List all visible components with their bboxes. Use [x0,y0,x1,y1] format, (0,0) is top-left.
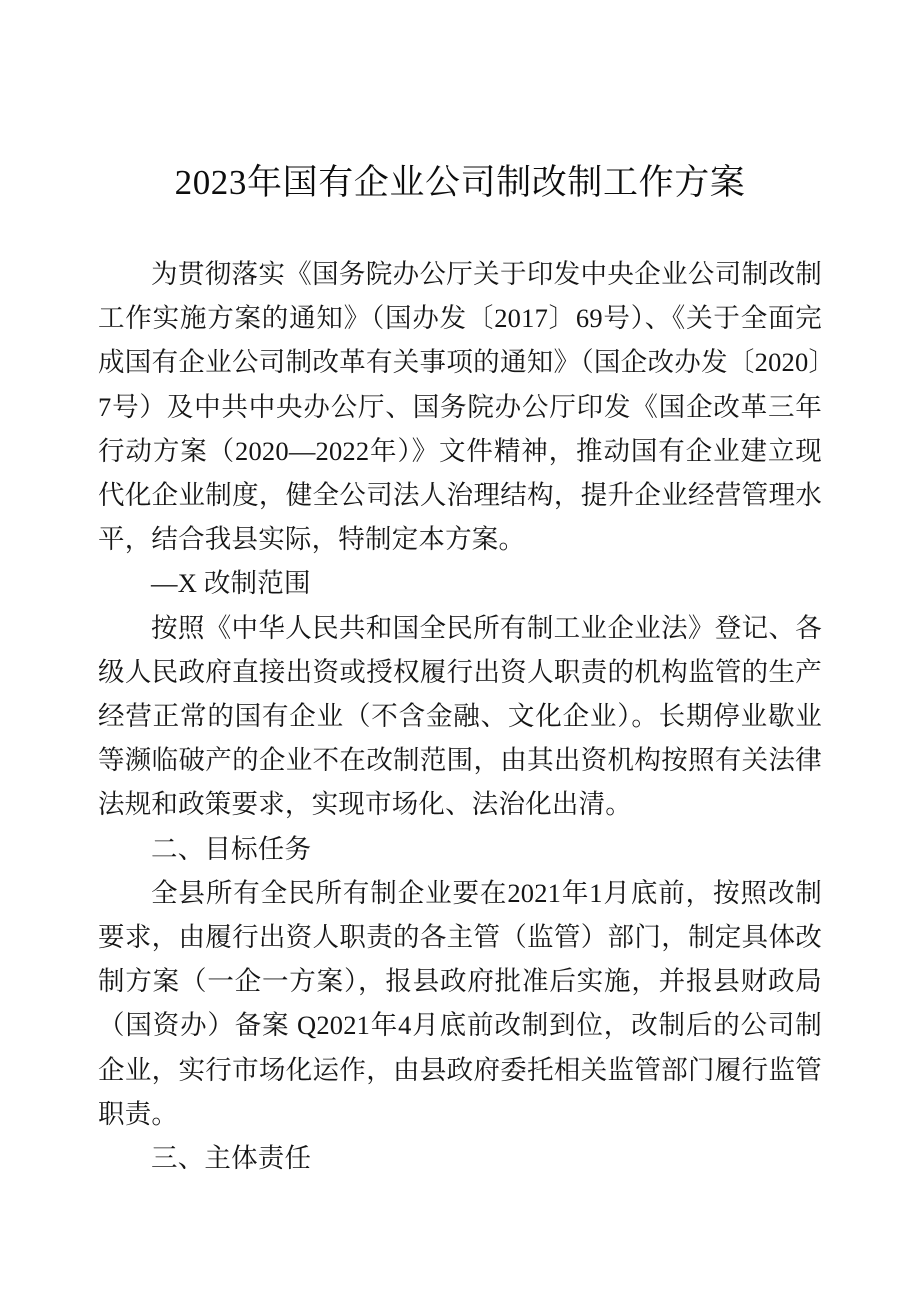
section-heading-2: 二、目标任务 [151,833,312,864]
page-title: 2023年国有企业公司制改制工作方案 [174,163,746,202]
section-heading-1: —X 改制范围 [151,568,311,599]
section-2-paragraph: 全县所有全民所有制企业要在2021年1月底前，按照改制要求，由履行出资人职责的各主管（监管）部门，制定具体改制方案（一企一方案），报县政府批准后实施，并报县财政局（国资办）备案 Q2021年4月底前改制到位，改制后的公司制企业，实行市场化运作，由县政府委托相关监管部门履行监管职责。 [98,877,822,1129]
intro-paragraph: 为贯彻落实《国务院办公厅关于印发中央企业公司制改制工作实施方案的通知》（国办发〔2017〕69号）、《关于全面完成国有企业公司制改革有关事项的通知》（国企改办发〔2020〕7号）及中共中央办公厅、国务院办公厅印发《国企改革三年行动方案（2020—2022年）》文件精神，推动国有企业建立现代化企业制度，健全公司法人治理结构，提升企业经营管理水平，结合我县实际，特制定本方案。 [98,259,822,555]
section-heading-3: 三、主体责任 [151,1143,312,1174]
document-content [98,252,822,1180]
section-1-paragraph: 按照《中华人民共和国全民所有制工业企业法》登记、各级人民政府直接出资或授权履行出资人职责的机构监管的生产经营正常的国有企业（不含金融、文化企业）。长期停业歇业等濒临破产的企业不在改制范围，由其出资机构按照有关法律法规和政策要求，实现市场化、法治化出清。 [98,612,822,820]
